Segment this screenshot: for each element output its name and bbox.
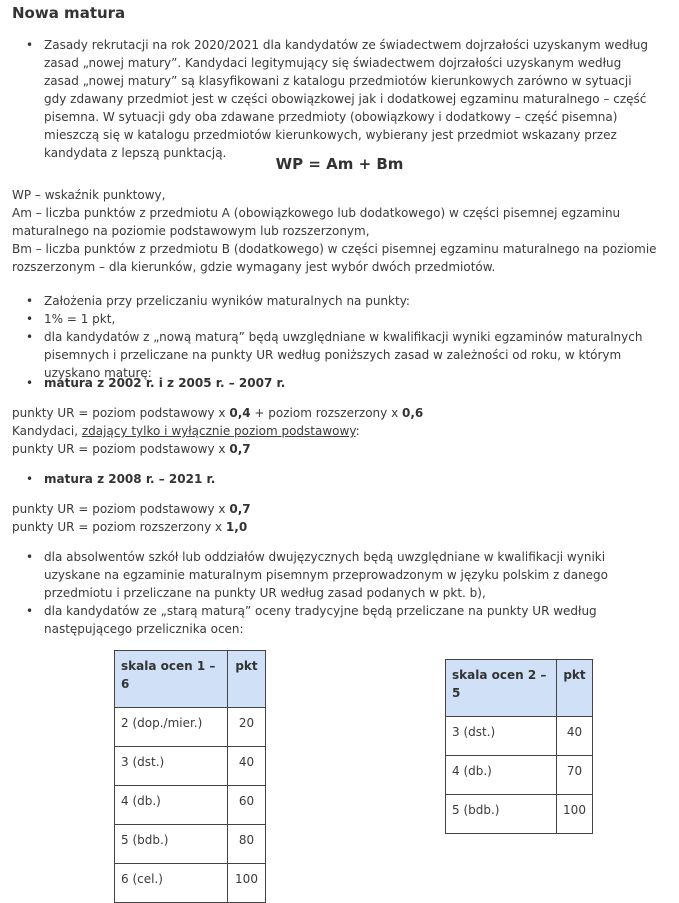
table-row: 5 (bdb.) 80 (115, 825, 266, 864)
assumptions-list (12, 292, 672, 382)
section-2008-heading-list (12, 470, 652, 488)
column-header-scale: skala ocen 2 – 5 (446, 660, 557, 717)
section-2008-body (12, 500, 667, 536)
grades-table-2-5 (445, 659, 593, 834)
assumption-item: • 1% = 1 pkt, (12, 310, 672, 328)
table-row: 6 (cel.) 100 (115, 864, 266, 903)
assumption-item: • Założenia przy przeliczaniu wyników maturalnych na punkty: (12, 292, 672, 310)
table-row: 3 (dst.) 40 (446, 717, 593, 756)
bilingual-bullet: • dla absolwentów szkół lub oddziałów dwujęzycznych będą uwzględniane w kwalifikacji wyniki uzyskane na egzaminie maturalnym pisemnym przeprowadzonym w języku polskim z danego przedmiotu i przeliczane na punkty UR według zasad podanych w pkt. b), (12, 548, 662, 602)
formula-line: punkty UR = poziom podstawowy x 0,4 + poziom rozszerzony x 0,6 (12, 406, 424, 420)
table-row: 5 (bdb.) 100 (446, 795, 593, 834)
assumption-item: • dla kandydatów z „nową maturą” będą uwzględniane w kwalifikacji wyniki egzaminów maturalnych pisemnych i przeliczane na punkty UR według poniższych zasad w zależności od roku, w którym uzyskano maturę: (12, 328, 672, 382)
intro-list (12, 36, 652, 162)
page-title: Nowa matura (12, 4, 126, 22)
section-2002-heading: matura z 2002 r. i z 2005 r. – 2007 r. (44, 376, 286, 390)
formula-line: punkty UR = poziom podstawowy x 0,7 (12, 502, 251, 516)
section-2002-heading-list (12, 374, 652, 392)
column-header-pkt: pkt (557, 660, 593, 717)
formula-line: punkty UR = poziom podstawowy x 0,7 (12, 442, 251, 456)
table-row: 3 (dst.) 40 (115, 747, 266, 786)
definition-am: Am – liczba punktów z przedmiotu A (obowiązkowego lub dodatkowego) w części pisemnej egzaminu maturalnego na poziomie podstawowym lub rozszerzonym, (12, 206, 621, 238)
formula: WP = Am + Bm (275, 155, 404, 173)
definitions (12, 186, 667, 276)
section-2002-body (12, 404, 667, 458)
table-row: 2 (dop./mier.) 20 (115, 708, 266, 747)
basic-only-note: Kandydaci, zdający tylko i wyłącznie poziom podstawowy: (12, 424, 360, 438)
table-row: 4 (db.) 70 (446, 756, 593, 795)
section-2008-heading: matura z 2008 r. – 2021 r. (44, 472, 216, 486)
intro-bullet: • Zasady rekrutacji na rok 2020/2021 dla kandydatów ze świadectwem dojrzałości uzyskanym według zasad „nowej matury”. Kandydaci legitymujący się świadectwem dojrzałości uzyskanym według zasad „nowej matury” są klasyfikowani z katalogu przedmiotów kierunkowych zarówno w sytuacji gdy zdawany przedmiot jest w części obowiązkowej jak i dodatkowej egzaminu maturalnego – część pisemna. W sytuacji gdy oba zdawane przedmioty (obowiązkowy i dodatkowy – część pisemna) mieszczą się w katalogu przedmiotów kierunkowych, wybierany jest przedmiot wskazany przez kandydata z lepszą punktacją. (12, 36, 652, 162)
column-header-pkt: pkt (228, 651, 266, 708)
other-bullets-list (12, 548, 662, 638)
column-header-scale: skala ocen 1 – 6 (115, 651, 228, 708)
old-matura-bullet: • dla kandydatów ze „starą maturą” oceny tradycyjne będą przeliczane na punkty UR według następującego przelicznika ocen: (12, 602, 662, 638)
formula-line: punkty UR = poziom rozszerzony x 1,0 (12, 520, 248, 534)
definition-wp: WP – wskaźnik punktowy, (12, 188, 166, 202)
grades-table-1-6 (114, 650, 266, 903)
table-row: 4 (db.) 60 (115, 786, 266, 825)
definition-bm: Bm – liczba punktów z przedmiotu B (dodatkowego) w części pisemnej egzaminu maturalnego na poziomie rozszerzonym – dla kierunków, gdzie wymagany jest wybór dwóch przedmiotów. (12, 242, 657, 274)
